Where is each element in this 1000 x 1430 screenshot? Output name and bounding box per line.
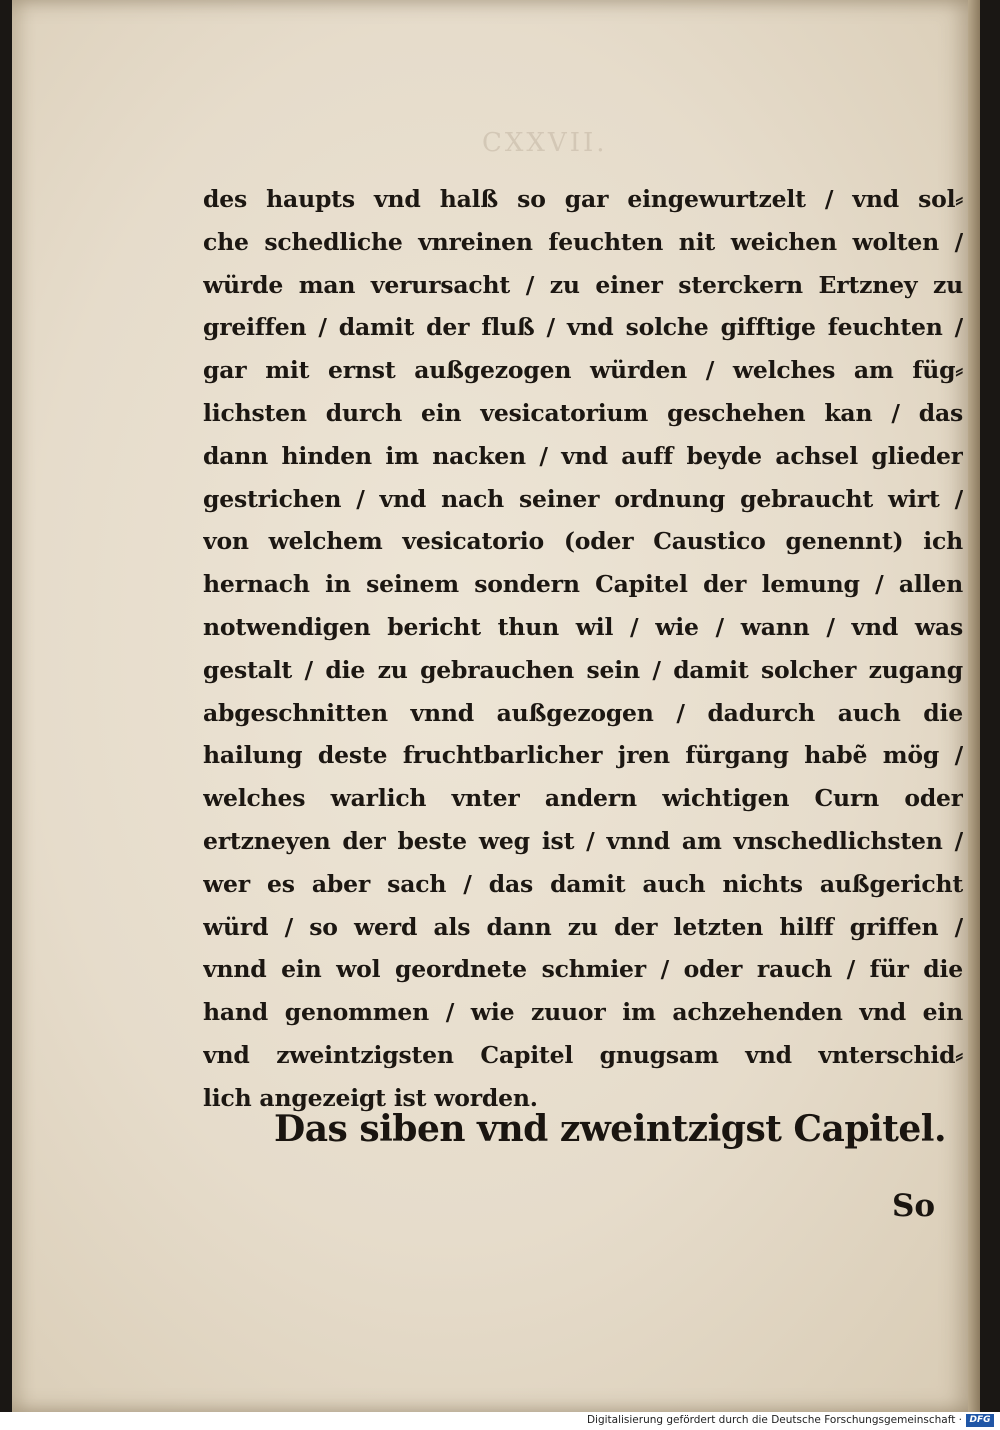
page-edge: [968, 0, 980, 1412]
chapter-heading: Das siben vnd zweintzigst Capitel.: [274, 1108, 946, 1150]
text-line: lich angezeigt ist worden.: [203, 1083, 538, 1112]
text-line: ertzneyen der beste weg ist / vnnd am vnschedlichsten /: [203, 826, 963, 855]
text-line: vnnd ein wol geordnete schmier / oder rauch / für die: [203, 955, 963, 984]
text-line: hailung deste fruchtbarlicher jren fürgang habẽ mög /: [203, 741, 963, 770]
funding-credit: Digitalisierung gefördert durch die Deutsche Forschungsgemeinschaft ·: [586, 1414, 962, 1426]
text-line: dann hinden im nacken / vnd auff beyde achsel glieder: [203, 441, 963, 470]
text-line: gestalt / die zu gebrauchen sein / damit solcher zugang: [203, 655, 963, 684]
text-line: che schedliche vnreinen feuchten nit weichen wolten /: [203, 227, 963, 256]
book-page: [12, 0, 980, 1412]
text-line: von welchem vesicatorio (oder Caustico genennt) ich: [203, 527, 963, 556]
catchword: So: [892, 1188, 936, 1224]
text-line: gestrichen / vnd nach seiner ordnung gebraucht wirt /: [203, 484, 963, 513]
text-line: hand genommen / wie zuuor im achzehenden vnd ein: [203, 998, 963, 1027]
text-line: lichsten durch ein vesicatorium geschehen kan / das: [203, 398, 963, 427]
text-line: vnd zweintzigsten Capitel gnugsam vnd vnterschid⸗: [203, 1040, 963, 1069]
text-line: wer es aber sach / das damit auch nichts außgericht: [203, 869, 963, 898]
text-line: notwendigen bericht thun wil / wie / wann / vnd was: [203, 612, 963, 641]
folio-number: CXXVII.: [482, 128, 608, 158]
text-line: abgeschnitten vnnd außgezogen / dadurch auch die: [203, 698, 963, 727]
text-line: gar mit ernst außgezogen würden / welches am füg⸗: [203, 356, 963, 385]
text-line: hernach in seinem sondern Capitel der lemung / allen: [203, 570, 963, 599]
text-line: würd / so werd als dann zu der letzten hilff griffen /: [203, 912, 963, 941]
dfg-logo-icon: DFG: [966, 1414, 994, 1427]
body-text: [203, 178, 963, 1120]
text-line: greiffen / damit der fluß / vnd solche gifftige feuchten /: [203, 313, 963, 342]
text-line: welches warlich vnter andern wichtigen Curn oder: [203, 784, 963, 813]
text-line: des haupts vnd halß so gar eingewurtzelt / vnd sol⸗: [203, 185, 963, 213]
text-line: würde man verursacht / zu einer sterckern Ertzney zu: [203, 270, 963, 299]
digitization-footer: [0, 1412, 1000, 1430]
